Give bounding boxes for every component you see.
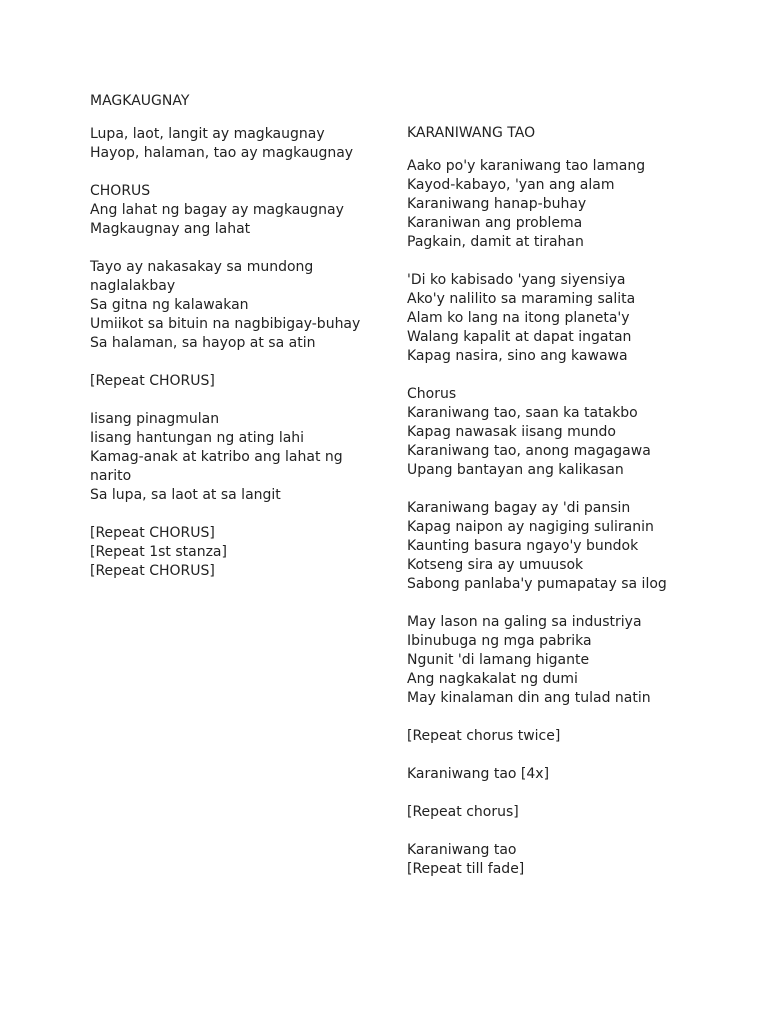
repeat-instruction: [Repeat chorus twice] [407,728,561,744]
lyric-line: Sa lupa, sa laot at sa langit [90,487,281,503]
lyric-line: Kayod-kabayo, 'yan ang alam [407,177,615,193]
lyric-line: Kotseng sira ay umuusok [407,557,584,573]
lyric-line: Walang kapalit at dapat ingatan [407,329,632,345]
lyric-line: Ang lahat ng bagay ay magkaugnay [90,202,344,218]
lyric-line: Alam ko lang na itong planeta'y [407,310,630,326]
lyric-line: Karaniwang tao, anong magagawa [407,443,651,459]
lyric-line: 'Di ko kabisado 'yang siyensiya [407,272,626,288]
repeat-instruction: [Repeat CHORUS] [90,525,215,541]
lyric-line: Iisang pinagmulan [90,411,220,427]
repeat-instruction: [Repeat 1st stanza] [90,544,227,560]
repeat-instruction: [Repeat chorus] [407,804,519,820]
chorus-label: CHORUS [90,183,151,199]
lyric-line: Karaniwang tao [4x] [407,766,550,782]
lyric-line: Karaniwang bagay ay 'di pansin [407,500,631,516]
song-title: KARANIWANG TAO [407,125,536,141]
repeat-instruction: [Repeat till fade] [407,861,525,877]
lyric-line: Karaniwan ang problema [407,215,583,231]
lyric-line: Sabong panlaba'y pumapatay sa ilog [407,576,667,592]
lyric-line: May lason na galing sa industriya [407,614,642,630]
lyric-line: Ibinubuga ng mga pabrika [407,633,592,649]
lyric-line: naglalakbay [90,278,176,294]
lyric-line: Karaniwang hanap-buhay [407,196,587,212]
lyric-line: Magkaugnay ang lahat [90,221,251,237]
lyric-line: Kapag nawasak iisang mundo [407,424,616,440]
song-karaniwang-tao [407,124,667,879]
lyric-line: Karaniwang tao [407,842,517,858]
song-title: MAGKAUGNAY [90,93,190,109]
lyric-line: Ang nagkakalat ng dumi [407,671,578,687]
lyric-line: Kapag naipon ay nagiging suliranin [407,519,654,535]
lyric-line: Karaniwang tao, saan ka tatakbo [407,405,638,421]
lyric-line: Hayop, halaman, tao ay magkaugnay [90,145,354,161]
lyric-line: Sa halaman, sa hayop at sa atin [90,335,316,351]
lyric-line: Ngunit 'di lamang higante [407,652,590,668]
lyric-line: Pagkain, damit at tirahan [407,234,584,250]
lyric-line: Iisang hantungan ng ating lahi [90,430,305,446]
song-magkaugnay [90,92,360,581]
lyric-line: Tayo ay nakasakay sa mundong [90,259,314,275]
repeat-instruction: [Repeat CHORUS] [90,563,215,579]
lyric-line: Kapag nasira, sino ang kawawa [407,348,628,364]
repeat-instruction: [Repeat CHORUS] [90,373,215,389]
chorus-label: Chorus [407,386,457,402]
lyric-line: Kamag-anak at katribo ang lahat ng [90,449,343,465]
lyric-line: Umiikot sa bituin na nagbibigay-buhay [90,316,361,332]
lyric-line: Kaunting basura ngayo'y bundok [407,538,639,554]
lyric-line: Lupa, laot, langit ay magkaugnay [90,126,325,142]
lyric-line: Sa gitna ng kalawakan [90,297,249,313]
lyric-line: Ako'y nalilito sa maraming salita [407,291,636,307]
lyric-line: Aako po'y karaniwang tao lamang [407,158,646,174]
lyric-line: May kinalaman din ang tulad natin [407,690,651,706]
lyric-line: narito [90,468,132,484]
lyric-line: Upang bantayan ang kalikasan [407,462,624,478]
